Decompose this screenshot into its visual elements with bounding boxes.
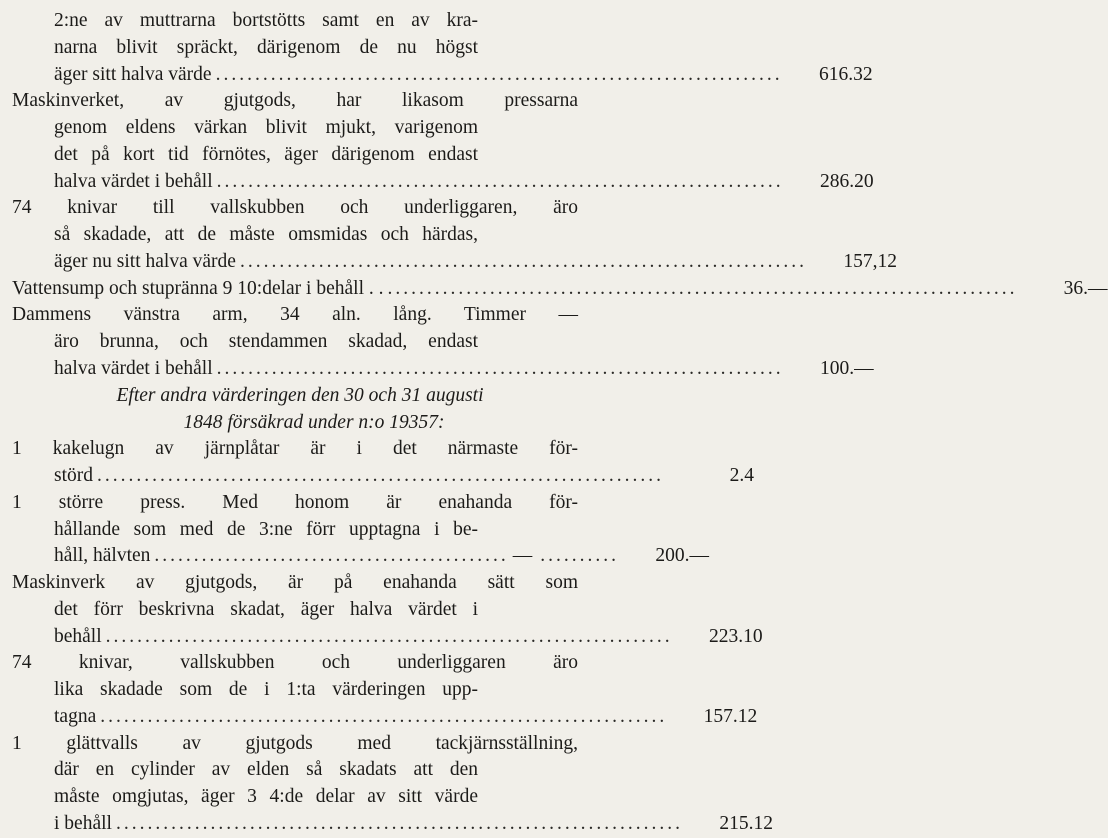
dot-leader: ........................................................................ bbox=[115, 813, 683, 834]
ledger-line bbox=[54, 168, 874, 196]
dot-leader: ................................................................................ bbox=[387, 277, 1018, 299]
ledger-line bbox=[54, 703, 758, 731]
text-line: genom eldens värkan blivit mjukt, varigenom bbox=[54, 117, 478, 139]
amount: 36.— bbox=[1063, 277, 1108, 299]
item-text: störd bbox=[54, 465, 93, 487]
ledger-line bbox=[12, 275, 1108, 303]
ledger-line bbox=[54, 355, 874, 383]
text-line: Maskinverket, av gjutgods, har likasom pressarna bbox=[12, 90, 578, 112]
item-text: Vattensump och stupränna 9 10:delar i behåll . . bbox=[12, 277, 384, 299]
item-text: håll, hälvten bbox=[54, 545, 151, 567]
section-heading: Efter andra värderingen den 30 och 31 augusti bbox=[116, 384, 484, 406]
dot-leader: ............................................. bbox=[154, 545, 509, 567]
dot-leader: ........................................................................ bbox=[105, 625, 673, 647]
item-text: halva värdet i behåll bbox=[54, 170, 213, 192]
amount: 157.12 bbox=[703, 705, 758, 727]
section-heading: 1848 försäkrad under n:o 19357: bbox=[183, 411, 445, 433]
text-line: 1 större press. Med honom är enahanda för- bbox=[12, 491, 578, 513]
item-text: i behåll bbox=[54, 813, 112, 834]
amount: 2.4 bbox=[729, 465, 754, 487]
amount: 157,12 bbox=[843, 250, 897, 272]
amount: 616.32 bbox=[818, 63, 873, 85]
text-line: äro brunna, och stendammen skadad, endast bbox=[54, 331, 478, 353]
dash-mark: — bbox=[512, 545, 533, 567]
dot-leader: ........................................................................ bbox=[216, 357, 784, 379]
text-line: där en cylinder av elden så skadats att den bbox=[54, 759, 478, 781]
ledger-line bbox=[54, 542, 710, 570]
dot-leader: ........................................................................ bbox=[239, 250, 807, 272]
text-line: 2:ne av muttrarna bortstötts samt en av kra- bbox=[54, 10, 478, 31]
item-text: äger nu sitt halva värde bbox=[54, 250, 236, 272]
ledger-line bbox=[54, 61, 873, 89]
text-line: Maskinverk av gjutgods, är på enahanda sätt som bbox=[12, 572, 578, 594]
ledger-line bbox=[54, 248, 897, 276]
amount: 215.12 bbox=[719, 813, 773, 834]
item-text: behåll bbox=[54, 625, 102, 647]
amount: 223.10 bbox=[709, 625, 763, 647]
ledger-line bbox=[54, 623, 763, 651]
dot-leader: ........................................................................ bbox=[216, 170, 784, 192]
text-line: så skadade, att de måste omsmidas och härdas, bbox=[54, 224, 478, 246]
item-text: tagna bbox=[54, 705, 97, 727]
item-text: äger sitt halva värde bbox=[54, 63, 212, 85]
amount: 200.— bbox=[655, 545, 710, 567]
text-line: det på kort tid förnötes, äger därigenom endast bbox=[54, 143, 478, 165]
ledger-line bbox=[54, 462, 754, 490]
text-line: 1 glättvalls av gjutgods med tackjärnsställning, bbox=[12, 732, 578, 754]
amount: 286.20 bbox=[820, 170, 874, 192]
dot-leader: .......... bbox=[540, 545, 620, 567]
text-line: 74 knivar till vallskubben och underliggaren, äro bbox=[12, 197, 578, 219]
amount: 100.— bbox=[820, 357, 874, 379]
dot-leader: ........................................................................ bbox=[97, 465, 664, 487]
text-line: måste omgjutas, äger 3 4:de delar av sitt värde bbox=[54, 786, 478, 808]
text-line: 1 kakelugn av järnplåtar är i det närmaste för- bbox=[12, 438, 578, 460]
text-line: lika skadade som de i 1:ta värderingen upp- bbox=[54, 679, 478, 701]
dot-leader: ........................................................................ bbox=[215, 63, 783, 85]
item-text: halva värdet i behåll bbox=[54, 357, 213, 379]
text-line: narna blivit spräckt, därigenom de nu högst bbox=[54, 36, 478, 58]
dot-leader: ........................................................................ bbox=[100, 705, 668, 727]
text-line: Dammens vänstra arm, 34 aln. lång. Timmer — bbox=[12, 304, 578, 326]
ledger-line bbox=[54, 810, 773, 838]
text-line: 74 knivar, vallskubben och underliggaren äro bbox=[12, 652, 578, 674]
text-line: det förr beskrivna skadat, äger halva värdet i bbox=[54, 598, 478, 620]
text-line: hållande som med de 3:ne förr upptagna i be- bbox=[54, 518, 478, 540]
